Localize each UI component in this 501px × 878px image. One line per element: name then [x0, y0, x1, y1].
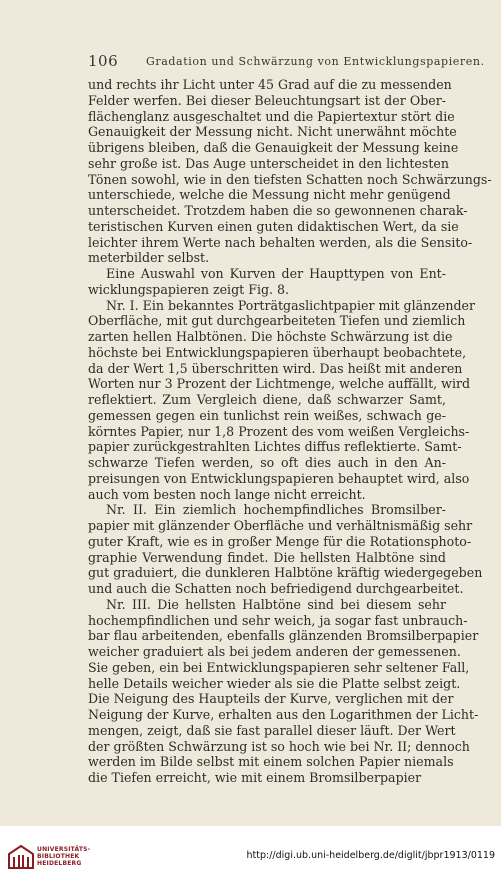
text-line: mengen, zeigt, daß sie fast parallel dieser läuft. Der Wert	[88, 722, 456, 738]
library-logo-icon	[7, 844, 35, 870]
text-line: unterschiede, welche die Messung nicht mehr genügend	[88, 187, 451, 203]
text-line: und rechts ihr Licht unter 45 Grad auf die zu messenden	[88, 77, 452, 92]
text-line: reflektiert. Zum Vergleich diene, daß schwarzer Samt,	[88, 392, 446, 407]
paragraph	[88, 596, 479, 786]
text-line: Worten nur 3 Prozent der Lichtmenge, welche auffällt, wird	[88, 376, 471, 392]
text-line: Nr. II. Ein ziemlich hochempfindliches Bromsilber-	[106, 502, 446, 518]
text-line: flächenglanz ausgeschaltet und die Papiertextur stört die	[88, 108, 455, 124]
text-line: bar flau arbeitenden, ebenfalls glänzenden Bromsilberpapier	[88, 628, 479, 644]
text-line: zarten hellen Halbtönen. Die höchste Schwärzung ist die	[88, 329, 453, 344]
text-line: Oberfläche, mit gut durchgearbeiteten Tiefen und ziemlich	[88, 313, 466, 329]
text-line: Tönen sowohl, wie in den tiefsten Schatten noch Schwärzungs-	[88, 171, 492, 187]
text-line: guter Kraft, wie es in großer Menge für die Rotationsphoto-	[88, 533, 472, 549]
text-line: sehr große ist. Das Auge unterscheidet in den lichtesten	[88, 155, 449, 171]
text-line: papier zurückgestrahlten Lichtes diffus reflektierte. Samt-	[88, 439, 462, 455]
text-line: weicher graduiert als bei jedem anderen der gemessenen.	[88, 644, 461, 659]
text-line: da der Wert 1,5 überschritten wird. Das heißt mit anderen	[88, 360, 463, 376]
text-line: gut graduiert, die dunkleren Halbtöne kräftig wiedergegeben	[88, 565, 483, 581]
text-line: hochempfindlichen und sehr weich, ja sogar fast unbrauch-	[88, 612, 468, 628]
library-name-line: UNIVERSITÄTS-	[37, 846, 91, 853]
text-line: graphie Verwendung findet. Die hellsten Halbtöne sind	[88, 549, 446, 565]
text-line: die Tiefen erreicht, wie mit einem Bromsilberpapier	[88, 770, 422, 785]
text-line: Sie geben, ein bei Entwicklungspapieren sehr seltener Fall,	[88, 659, 470, 675]
library-name	[37, 846, 90, 867]
text-line: wicklungspapieren zeigt Fig. 8.	[88, 281, 290, 297]
text-line: meterbilder selbst.	[88, 250, 210, 266]
body-text	[88, 77, 492, 786]
text-line: Felder werfen. Bei dieser Beleuchtungsart ist der Ober-	[88, 92, 446, 108]
text-line: helle Details weicher wieder als sie die Platte selbst zeigt.	[88, 675, 461, 691]
library-name-line: HEIDELBERG	[37, 860, 82, 867]
text-line: höchste bei Entwicklungspapieren überhaupt beobachtete,	[88, 344, 467, 360]
page-header	[88, 52, 485, 74]
text-line: schwarze Tiefen werden, so oft dies auch in den An-	[88, 455, 446, 470]
paragraph	[88, 297, 475, 503]
footer-bar	[0, 826, 501, 878]
text-line: unterscheidet. Trotzdem haben die so gewonnenen charak-	[88, 203, 468, 218]
text-line: Eine Auswahl von Kurven der Haupttypen von Ent-	[106, 266, 446, 281]
permalink-url[interactable]: http://digi.ub.uni-heidelberg.de/diglit/jbpr1913/0119	[246, 850, 495, 861]
text-line: leichter ihrem Werte nach behalten werden, als die Sensito-	[88, 234, 473, 250]
paragraph	[88, 502, 483, 597]
text-line: der größten Schwärzung ist so hoch wie bei Nr. II; dennoch	[88, 738, 470, 754]
text-line: gemessen gegen ein tunlichst rein weißes, schwach ge-	[88, 407, 446, 423]
page-number: 106	[88, 52, 119, 70]
text-line: übrigens bleiben, daß die Genauigkeit der Messung keine	[88, 140, 459, 155]
text-line: Neigung der Kurve, erhalten aus den Logarithmen der Licht-	[88, 707, 479, 722]
text-line: Genauigkeit der Messung nicht. Nicht unerwähnt möchte	[88, 124, 457, 140]
text-line: Nr. III. Die hellsten Halbtöne sind bei diesem sehr	[106, 596, 446, 612]
text-line: papier mit glänzender Oberfläche und verhältnismäßig sehr	[88, 518, 473, 533]
text-line: teristischen Kurven einen guten didaktischen Wert, da sie	[88, 218, 459, 234]
paragraph	[88, 266, 446, 298]
running-title: Gradation und Schwärzung von Entwicklungspapieren.	[146, 55, 485, 68]
text-line: Nr. I. Ein bekanntes Porträtgaslichtpapier mit glänzender	[106, 297, 475, 313]
text-line: körntes Papier, nur 1,8 Prozent des vom weißen Vergleichs-	[88, 423, 470, 439]
library-name-line: BIBLIOTHEK	[37, 853, 80, 860]
paragraph	[88, 77, 492, 266]
text-line: werden im Bilde selbst mit einem solchen Papier niemals	[88, 754, 454, 770]
text-line: preisungen von Entwicklungspapieren behauptet wird, also	[88, 470, 470, 486]
text-line: und auch die Schatten noch befriedigend durchgearbeitet.	[88, 581, 464, 596]
text-line: Die Neigung des Haupteils der Kurve, verglichen mit der	[88, 691, 454, 707]
text-line: auch vom besten noch lange nicht erreicht.	[88, 486, 366, 502]
